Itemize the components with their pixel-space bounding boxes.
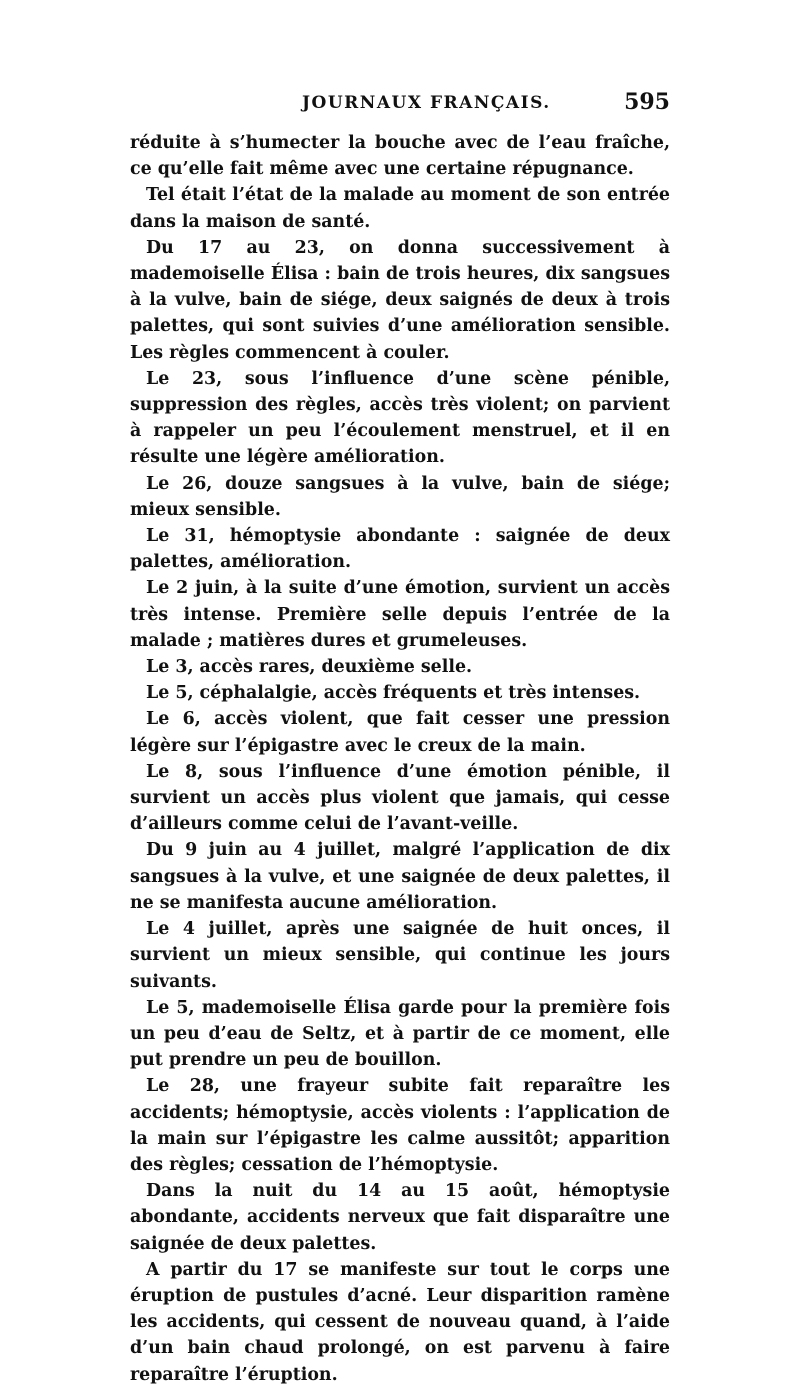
paragraph: A partir du 17 se manifeste sur tout le corps une éruption de pustules d’acné. Leur disparition ramène les accidents, qui cessent de nouveau quand, à l’aide d’un bain chaud prolongé, on est parvenu à faire reparaître l’éruption.	[130, 1259, 670, 1385]
paragraph: Dans la nuit du 14 au 15 août, hémoptysie abondante, accidents nerveux que fait disparaître une saignée de deux palettes.	[130, 1181, 670, 1254]
paragraph: Le 2 juin, à la suite d’une émotion, survient un accès très intense. Première selle depuis l’entrée de la malade ; matières dures et grumeleuses.	[130, 578, 670, 651]
paragraph: réduite à s’humecter la bouche avec de l’eau fraîche, ce qu’elle fait même avec une certaine répugnance.	[130, 133, 670, 180]
paragraph: Tel était l’état de la malade au moment de son entrée dans la maison de santé.	[130, 185, 670, 232]
paragraph: Le 3, accès rares, deuxième selle.	[146, 657, 473, 678]
paragraph: Le 6, accès violent, que fait cesser une pression légère sur l’épigastre avec le creux de la main.	[130, 709, 670, 756]
paragraph: Du 17 au 23, on donna successivement à mademoiselle Élisa : bain de trois heures, dix sangsues à la vulve, bain de siége, deux saignés de deux à trois palettes, qui sont suivies d’une amélioration sensible. Les règles commencent à couler.	[130, 237, 670, 363]
paragraph: Le 31, hémoptysie abondante : saignée de deux palettes, amélioration.	[130, 526, 670, 573]
paragraph: Le 28, une frayeur subite fait reparaître les accidents; hémoptysie, accès violents : l’application de la main sur l’épigastre les calme aussitôt; apparition des règles; cessation de l’hémoptysie.	[130, 1076, 670, 1175]
paragraph: Le 8, sous l’influence d’une émotion pénible, il survient un accès plus violent que jamais, qui cesse d’ailleurs comme celui de l’avant-veille.	[130, 761, 670, 835]
paragraph: Le 26, douze sangsues à la vulve, bain de siége; mieux sensible.	[130, 473, 670, 520]
paragraph: Du 9 juin au 4 juillet, malgré l’application de dix sangsues à la vulve, et une saignée de deux palettes, il ne se manifesta aucune amélioration.	[130, 840, 670, 913]
paragraph: Le 23, sous l’influence d’une scène pénible, suppression des règles, accès très violent; on parvient à rappeler un peu l’écoulement menstruel, et il en résulte une légère amélioration.	[130, 368, 670, 468]
body-text	[130, 130, 670, 1388]
page-number: 595	[624, 89, 670, 115]
running-title: JOURNAUX FRANÇAIS.	[302, 93, 551, 113]
page-header	[130, 89, 670, 121]
paragraph: Le 5, mademoiselle Élisa garde pour la première fois un peu d’eau de Seltz, et à partir de ce moment, elle put prendre un peu de bouillon.	[130, 997, 670, 1071]
paragraph: Le 4 juillet, après une saignée de huit onces, il survient un mieux sensible, qui continue les jours suivants.	[130, 919, 670, 992]
paragraph: Le 5, céphalalgie, accès fréquents et très intenses.	[146, 683, 641, 704]
